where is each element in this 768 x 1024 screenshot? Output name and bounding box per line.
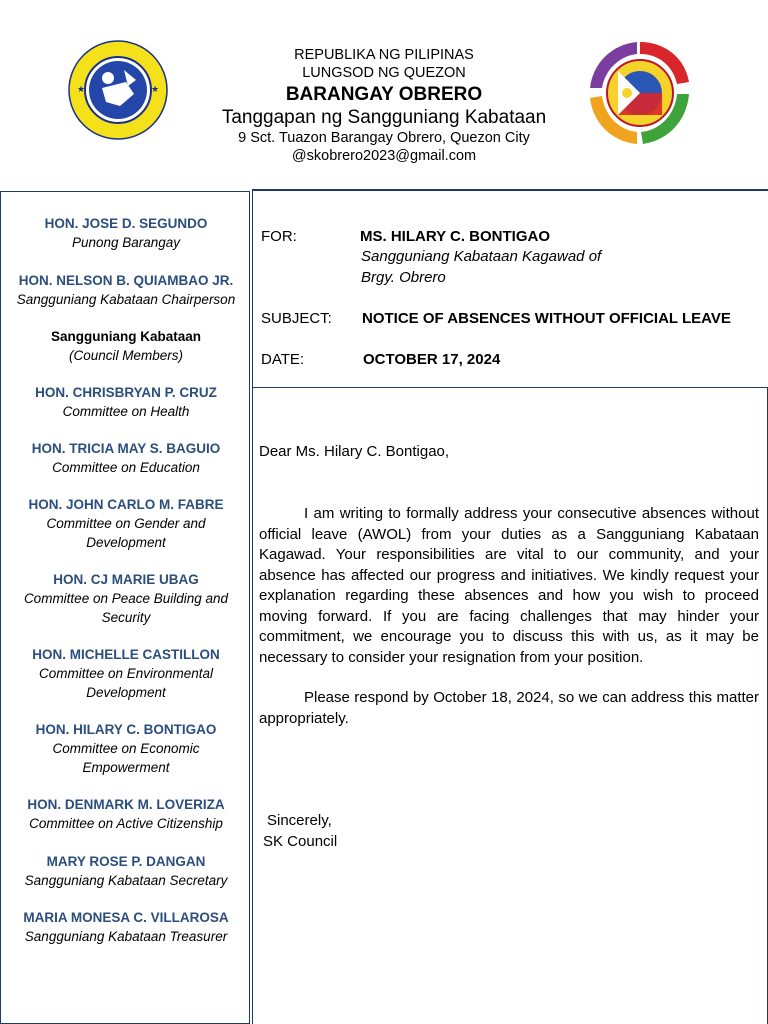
office-name: Tanggapan ng Sangguniang Kabataan (221, 107, 547, 128)
member-role: Committee on Gender and Development (46, 516, 206, 550)
barangay-name: BARANGAY OBRERO (285, 84, 483, 105)
member-role: Committee on Active Citizenship (29, 816, 223, 831)
svg-text:★: ★ (151, 84, 160, 94)
member-role: Committee on Education (52, 460, 200, 475)
member-entry (1, 645, 251, 702)
member-role: Committee on Environmental Development (38, 666, 214, 700)
recipient-name: MS. HILARY C. BONTIGAO (360, 228, 551, 245)
member-role: Sangguniang Kabataan Chairperson (16, 292, 236, 307)
memo-details (252, 191, 768, 388)
member-role: Sangguniang Kabataan Secretary (24, 873, 228, 888)
member-entry (1, 214, 251, 252)
council-heading: Sangguniang Kabataan (50, 329, 202, 344)
member-entry (1, 908, 251, 946)
date-label: DATE: (261, 351, 305, 368)
member-name: MARY ROSE P. DANGAN (46, 854, 206, 869)
sangguniang-kabataan-logo (585, 38, 695, 148)
member-entry (1, 271, 251, 309)
subject-label: SUBJECT: (261, 310, 332, 327)
member-name: HON. CJ MARIE UBAG (53, 572, 199, 587)
member-entry (1, 720, 251, 777)
member-entry (1, 852, 251, 890)
letter-body (252, 388, 768, 1024)
svg-text:★: ★ (77, 84, 86, 94)
member-name: HON. JOSE D. SEGUNDO (44, 216, 208, 231)
recipient-title: Sangguniang Kabataan Kagawad of (361, 248, 602, 265)
member-name: HON. TRICIA MAY S. BAGUIO (31, 441, 221, 456)
member-name: HON. DENMARK M. LOVERIZA (27, 797, 225, 812)
member-entry (1, 327, 251, 365)
member-name: HON. HILARY C. BONTIGAO (35, 722, 217, 737)
member-role: Committee on Peace Building and Security (23, 591, 229, 625)
paragraph-1: I am writing to formally address your consecutive absences without official leave (AWOL) from your duties as a Sangguniang Kabataan Kagawad. Your responsibilities are vital to our community, and your absence has affected our progress and initiatives. We kindly request your explanation regarding these absences and how you wish to proceed moving forward. If you are facing challenges that may hinder your commitment, we encourage you to discuss this with us, as it may be necessary to consider your resignation from your position. (259, 505, 759, 666)
member-role: Committee on Health (62, 404, 190, 419)
council-subheading: (Council Members) (68, 348, 184, 363)
city-line: LUNGSOD NG QUEZON (302, 65, 466, 81)
closing: Sincerely, (267, 812, 332, 829)
letterhead (0, 0, 768, 190)
member-name: HON. NELSON B. QUIAMBAO JR. (18, 273, 234, 288)
signature: SK Council (263, 833, 338, 850)
country-line: REPUBLIKA NG PILIPINAS (294, 47, 474, 63)
member-entry (1, 570, 251, 627)
council-sidebar (0, 191, 250, 1024)
member-name: MARIA MONESA C. VILLAROSA (23, 910, 229, 925)
email-line: @skobrero2023@gmail.com (291, 148, 477, 164)
subject-value: NOTICE OF ABSENCES WITHOUT OFFICIAL LEAVE (362, 310, 731, 327)
member-name: HON. MICHELLE CASTILLON (32, 647, 220, 662)
member-name: HON. JOHN CARLO M. FABRE (28, 497, 224, 512)
for-label: FOR: (261, 228, 297, 245)
member-entry (1, 439, 251, 477)
member-role: Sangguniang Kabataan Treasurer (24, 929, 228, 944)
member-role: Committee on Economic Empowerment (52, 741, 200, 775)
member-role: Punong Barangay (71, 235, 181, 250)
date-value: OCTOBER 17, 2024 (363, 351, 501, 368)
paragraph-2: Please respond by October 18, 2024, so we can address this matter appropriately. (259, 689, 759, 727)
recipient-location: Brgy. Obrero (361, 269, 446, 286)
member-entry (1, 495, 251, 552)
member-name: HON. CHRISBRYAN P. CRUZ (35, 385, 217, 400)
member-entry (1, 383, 251, 421)
address-line: 9 Sct. Tuazon Barangay Obrero, Quezon City (238, 130, 530, 146)
member-entry (1, 795, 251, 833)
salutation: Dear Ms. Hilary C. Bontigao, (259, 443, 450, 460)
